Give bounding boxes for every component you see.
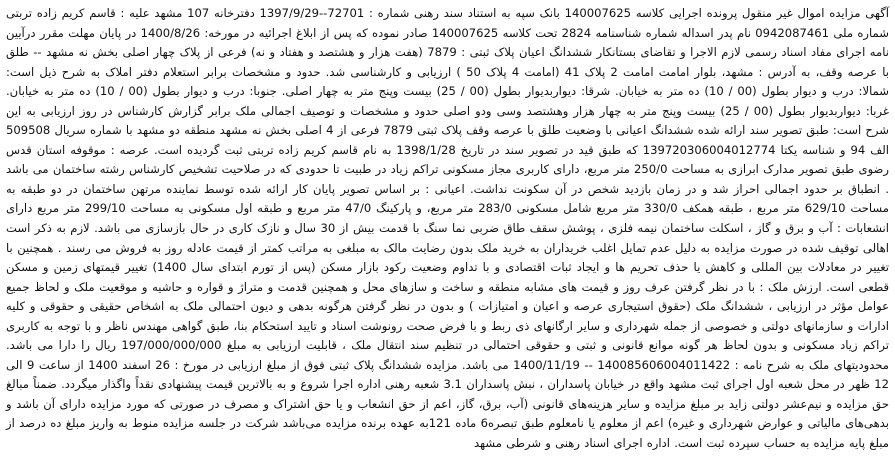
auction-notice-text: آگهی مزایده اموال غیر منقول پرونده اجرایی کلاسه 140007625 بانک سپه به استناد سند رهنی شماره : 72701--1397/9/29 دفترخانه 107 مشهد علیه : قاسم کریم زاده تربتی شماره ملی 0942087461 نام پدر اسداله شماره شناسنامه 2824 تحت کلاسه 140007625 صادر نموده که پس از ابلاغ اجرائیه در مورخه: 1400/8/26 در پایان مهلت مقرر درآیین نامه اجرای مفاد اسناد رسمی لازم الاجرا و تقاضای بستانکار ششدانگ اعیان پلاک ثبتی : 7879 (هفت هزار و هشتصد و هفتاد و نه) فرعی از پلاک چهار اصلی بخش نه مشهد -- طلق با عرصه وقف، به آدرس : مشهد، بلوار امامت امامت 2 پلاک 41 (امامت 4 پلاک 50 ) ارزیابی و کارشناسی شد. حدود و مشخصات برابر استعلام دفتر املاک به شرح ذیل است: شمالا: درب و دیوار بطول (00 / 10) ده متر به خیابان. شرقا: دیواربدیوار بطول (00 / 25) بیست وپنج متر به چهار اصلی. جنوبا: درب و دیوار بطول (00 / 10) ده متر به خیابان. غربا: دیواربدیوار بطول (00 / 25) بیست وپنج متر به چهار هزار وهشتصد وسی ودو اصلی حدود و مشخصات و توصیف اجمالی ملک برابر گزارش کارشناس در روز ارزیابی به این شرح است: طبق تصویر سند ارائه شده ششدانگ اعیانی با وضعیت طلق با عرصه وقف پلاک ثبتی 7879 فرعی از 4 اصلی بخش نه مشهد منطقه دو مشهد با شماره سریال 509508 الف 94 و شناسه یکتا 139720306004012774 که طبق قید در تصویر سند در تاریخ 1398/1/28 به نام قاسم کریم زاده تربتی ثبت گردیده است. عرصه : موقوفه استان قدس رضوی طبق تصویر مدارک ابرازی به مساحت 250/0 متر مربع، دارای کاربری مجاز مسکونی تراکم زیاد در طبیت تا حدودی که در صلاحیت تشخیص کارشناس رشته ساختمان می باشد . انطباق بر حدود اجمالی احراز شد و در زمان بازدید شخص در آن سکونت نداشت. اعیانی : بر اساس تصویر پایان کار ارائه شده توسط نماینده مرتهن ساختمان در دو طبقه به مساحت 629/10 متر مربع ، طبقه همکف 330/0 متر مربع شامل مسکونی 283/0 متر مربع، و پارکینگ 47/0 متر مربع و طبقه اول مسکونی به مساحت 299/10 متر مربع دارای انشعابات : آب و برق و گاز ، اسکلت ساختمان نیمه فلزی ، پوشش سقف طاق ضربی نما سنگ با قدمت بیش از 30 سال و نازک کاری در حال بازسازی می باشد. لازم به ذکر است اهالی توقیف شده در صورت مزایده به دلیل عدم تمایل اغلب خریداران به خرید ملک بدون رضایت مالک به مبلغی به مراتب کمتر از قیمت عادله روز به فروش می رسند . همچنین با تغییر در معادلات بین المللی و کاهش یا حذف تحریم ها و ایجاد ثبات اقتصادی و با تداوم وضعیت رکود بازار مسکن (پس از تورم ابتدای سال 1400) تغییر قیمتهای زمین و مسکن قطعی است. ارزش ملک : با در نظر گرفتن عرف روز و قیمت های مشابه منطقه و ساخت و سازهای محل و همچنین قدمت و متراژ و قواره و حاشیه و موقعیت ملک و لحاظ جمیع عوامل مؤثر در ارزیابی ، ششدانگ ملک (حقوق استیجاری عرصه و اعیان و امتیازات ) و بدون در نظر گرفتن هرگونه بدهی و دیون احتمالی ملک به اشخاص حقیقی و حقوقی و کلیه ادارات و سازمانهای دولتی و خصوصی از جمله شهرداری و سایر ارگانهای ذی ربط و با فرض صحت رونوشت اسناد و تایید استحکام بنا، طبق گواهی مهندس ناظر و با توجه به کاربری تراکم زیاد مسکونی و بدون لحاظ هر گونه موانع قانونی و ثبتی و حقوقی احتمالی در تنظیم سند انتقال ملک ، قابلیت ارزیابی به مبلغ 197/000/000/000 ریال را دارا می باشد. محدودیتهای ملک به شرح نامه : 140085606004011422 -- 1400/11/19 می باشد. مزایده ششدانگ پلاک ثبتی فوق از مبلغ ارزیابی در مورخ : 26 اسفند 1400 از ساعت 9 الی 12 ظهر در محل شعبه اول اجرای ثبت مشهد واقع در خیابان پاسداران ، نبش پاسداران 3.1 شعبه رهنی اداره اجرا شروع و به بالاترین قیمت پیشنهادی نقداً واگذار میگردد. ضمناً مبالغ حق مزایده و نیم‌عشر دولتی زاید بر مبلغ مزایده و سایر هزینه‌های قانونی (آب، برق، گاز، اعم از حق انشعاب و یا حق اشتراک و مصرف در صورتی که مورد مزایده دارای آن باشد و بدهی‌های مالیاتی و عوارض شهرداری و غیره) اعم از معلوم یا نامعلوم طبق تبصره6 ماده 121به عهده برنده مزایده می‌باشد شرکت در جلسه مزایده منوط به واریز مبلغ ده درصد از مبلغ پایه مزایده به حساب سپرده ثبت است. اداره اجرای اسناد رهنی و شرطی مشهد bbox=[6, 6, 890, 451]
